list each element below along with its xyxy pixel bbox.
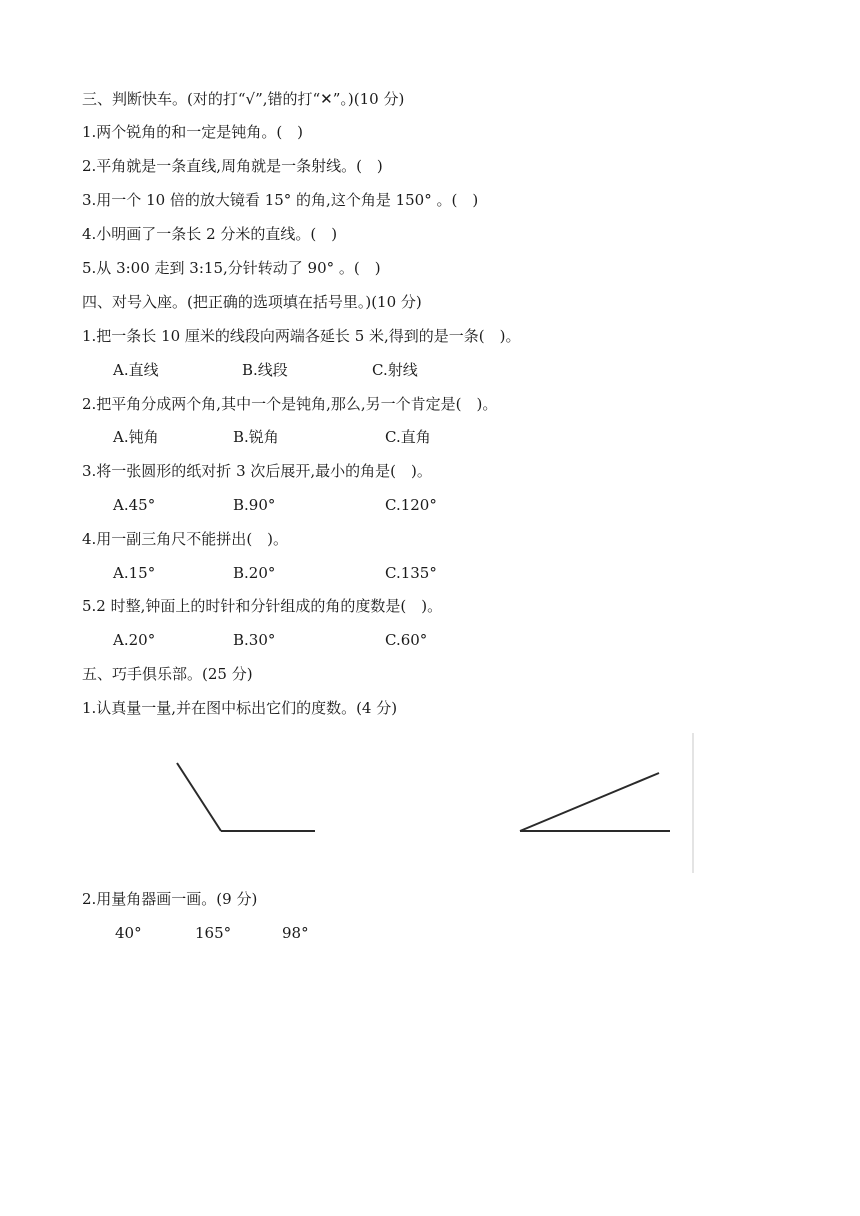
section-3-title: 三、判断快车。(对的打“√”,错的打“✕”。)(10 分) [82, 90, 405, 108]
choice-4-option-c: C.135° [385, 564, 437, 582]
draw-angle-40: 40° [115, 924, 142, 942]
choice-question-2: 2.把平角分成两个角,其中一个是钝角,那么,另一个肯定是( )。 [82, 395, 498, 413]
obtuse-angle-figure [177, 763, 315, 831]
choice-2-option-b: B.锐角 [233, 428, 279, 446]
choice-5-option-c: C.60° [385, 631, 428, 649]
judge-item-5: 5.从 3:00 走到 3:15,分针转动了 90° 。( ) [82, 259, 381, 277]
choice-3-option-a: A.45° [113, 496, 156, 514]
choice-1-option-b: B.线段 [242, 361, 288, 379]
choice-3-option-c: C.120° [385, 496, 437, 514]
choice-4-option-b: B.20° [233, 564, 276, 582]
choice-question-5: 5.2 时整,钟面上的时针和分针组成的角的度数是( )。 [82, 597, 443, 615]
choice-3-option-b: B.90° [233, 496, 276, 514]
choice-1-option-a: A.直线 [113, 361, 159, 379]
measure-question: 1.认真量一量,并在图中标出它们的度数。(4 分) [82, 699, 398, 717]
section-5-title: 五、巧手俱乐部。(25 分) [82, 665, 253, 683]
choice-2-option-a: A.钝角 [113, 428, 159, 446]
section-4-title: 四、对号入座。(把正确的选项填在括号里。)(10 分) [82, 293, 422, 311]
draw-question: 2.用量角器画一画。(9 分) [82, 890, 258, 908]
judge-item-1: 1.两个锐角的和一定是钝角。( ) [82, 123, 304, 141]
choice-question-1: 1.把一条长 10 厘米的线段向两端各延长 5 米,得到的是一条( )。 [82, 327, 521, 345]
choice-5-option-b: B.30° [233, 631, 276, 649]
acute-angle-figure [520, 773, 670, 831]
choice-1-option-c: C.射线 [372, 361, 418, 379]
acute-angle-ray-1 [520, 773, 659, 831]
obtuse-angle-ray-1 [177, 763, 221, 831]
choice-question-3: 3.将一张圆形的纸对折 3 次后展开,最小的角是( )。 [82, 462, 432, 480]
choice-2-option-c: C.直角 [385, 428, 431, 446]
judge-item-2: 2.平角就是一条直线,周角就是一条射线。( ) [82, 157, 383, 175]
choice-question-4: 4.用一副三角尺不能拼出( )。 [82, 530, 289, 548]
judge-item-4: 4.小明画了一条长 2 分米的直线。( ) [82, 225, 338, 243]
judge-item-3: 3.用一个 10 倍的放大镜看 15° 的角,这个角是 150° 。( ) [82, 191, 479, 209]
draw-angle-98: 98° [282, 924, 309, 942]
choice-4-option-a: A.15° [113, 564, 156, 582]
draw-angle-165: 165° [195, 924, 232, 942]
choice-5-option-a: A.20° [113, 631, 156, 649]
